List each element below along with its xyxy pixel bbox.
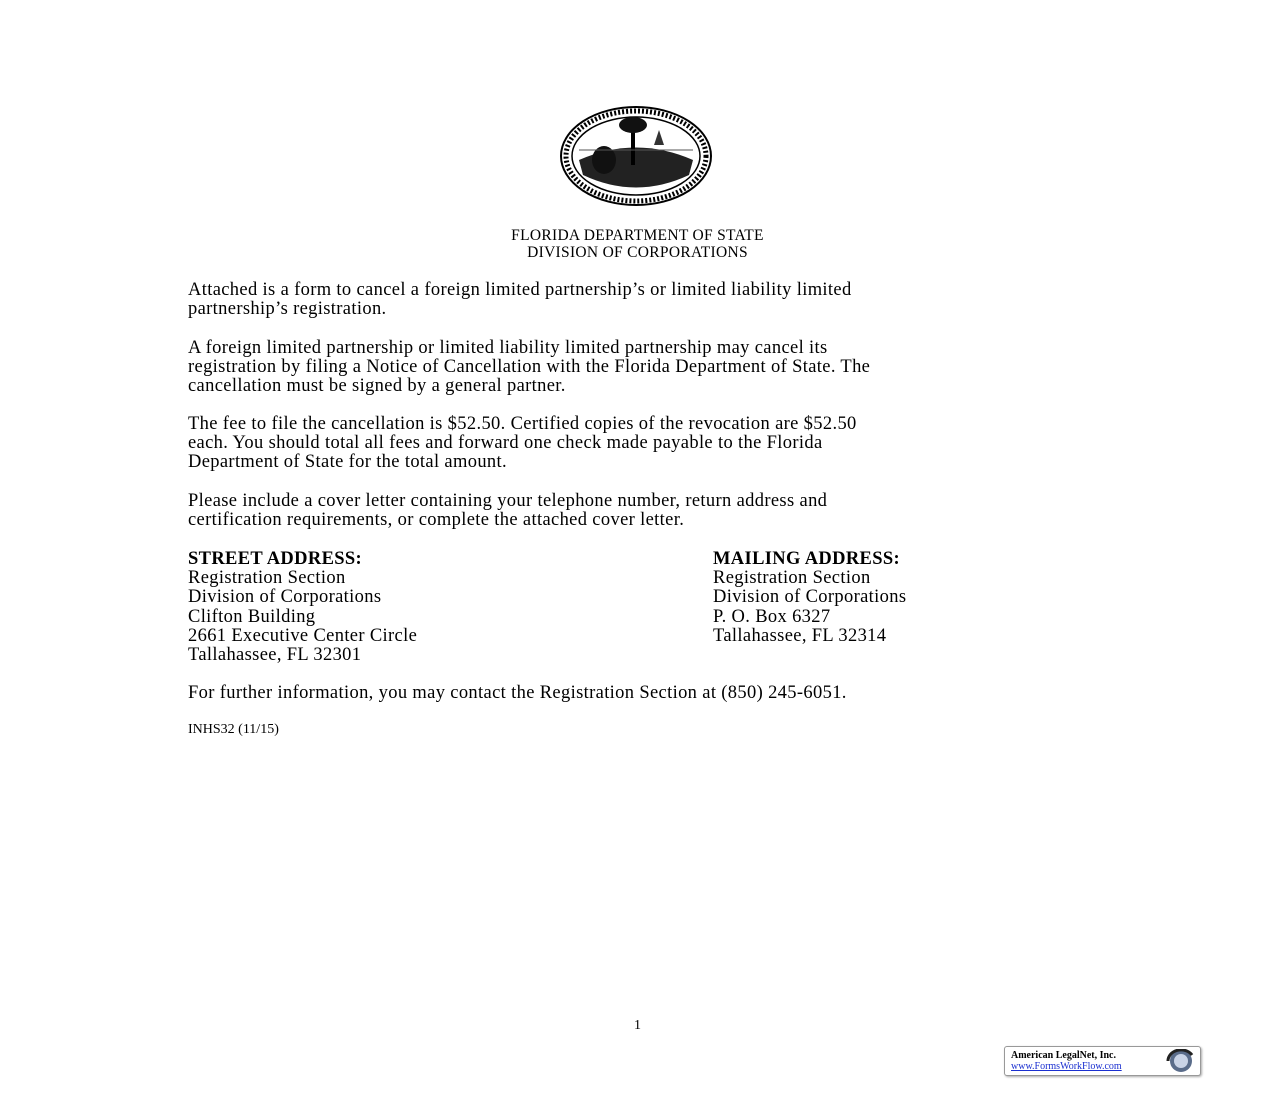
text-line: A foreign limited partnership or limited liability limited partnership may cancel its — [188, 338, 828, 358]
mailing-address — [713, 550, 906, 646]
text-line: Please include a cover letter containing your telephone number, return address and — [188, 491, 828, 511]
mailing-address-heading: MAILING ADDRESS: — [713, 549, 901, 569]
text-line: each. You should total all fees and forward one check made payable to the Florida — [188, 433, 823, 454]
paragraph-intro — [188, 281, 852, 319]
text-line: partnership’s registration. — [188, 299, 387, 320]
page-number: 1 — [634, 1018, 641, 1033]
address-line: Division of Corporations — [188, 587, 382, 608]
address-line: Tallahassee, FL 32301 — [188, 645, 362, 666]
footer-company: American LegalNet, Inc. — [1011, 1050, 1116, 1061]
address-line: Division of Corporations — [713, 587, 907, 608]
street-address — [188, 550, 417, 665]
americanlegalnet-logo[interactable] — [1004, 1046, 1201, 1076]
address-line: 2661 Executive Center Circle — [188, 625, 418, 646]
address-line: Clifton Building — [188, 606, 316, 627]
text-line: cancellation must be signed by a general partner. — [188, 376, 566, 397]
paragraph-fees — [188, 415, 857, 473]
florida-state-seal — [559, 105, 713, 207]
contact-info: For further information, you may contact the Registration Section at (850) 245-6051. — [188, 683, 847, 703]
text-line: Attached is a form to cancel a foreign limited partnership’s or limited liability limited — [188, 280, 852, 300]
footer-url-link[interactable]: www.FormsWorkFlow.com — [1011, 1061, 1122, 1072]
text-line: Department of State for the total amount. — [188, 452, 507, 473]
paragraph-cancel — [188, 339, 870, 397]
address-line: Tallahassee, FL 32314 — [713, 625, 887, 646]
address-line: P. O. Box 6327 — [713, 606, 831, 627]
street-address-heading: STREET ADDRESS: — [188, 549, 363, 569]
form-code: INHS32 (11/15) — [188, 722, 279, 737]
globe-icon — [1162, 1049, 1196, 1073]
header-division: DIVISION OF CORPORATIONS — [527, 244, 748, 261]
address-line: Registration Section — [188, 568, 346, 589]
text-line: registration by filing a Notice of Cancellation with the Florida Department of State. The — [188, 357, 871, 378]
header-department: FLORIDA DEPARTMENT OF STATE — [511, 227, 764, 244]
text-line: The fee to file the cancellation is $52.50. Certified copies of the revocation are $52.50 — [188, 414, 857, 434]
paragraph-cover-letter — [188, 492, 827, 530]
address-line: Registration Section — [713, 568, 871, 589]
text-line: certification requirements, or complete the attached cover letter. — [188, 510, 685, 531]
